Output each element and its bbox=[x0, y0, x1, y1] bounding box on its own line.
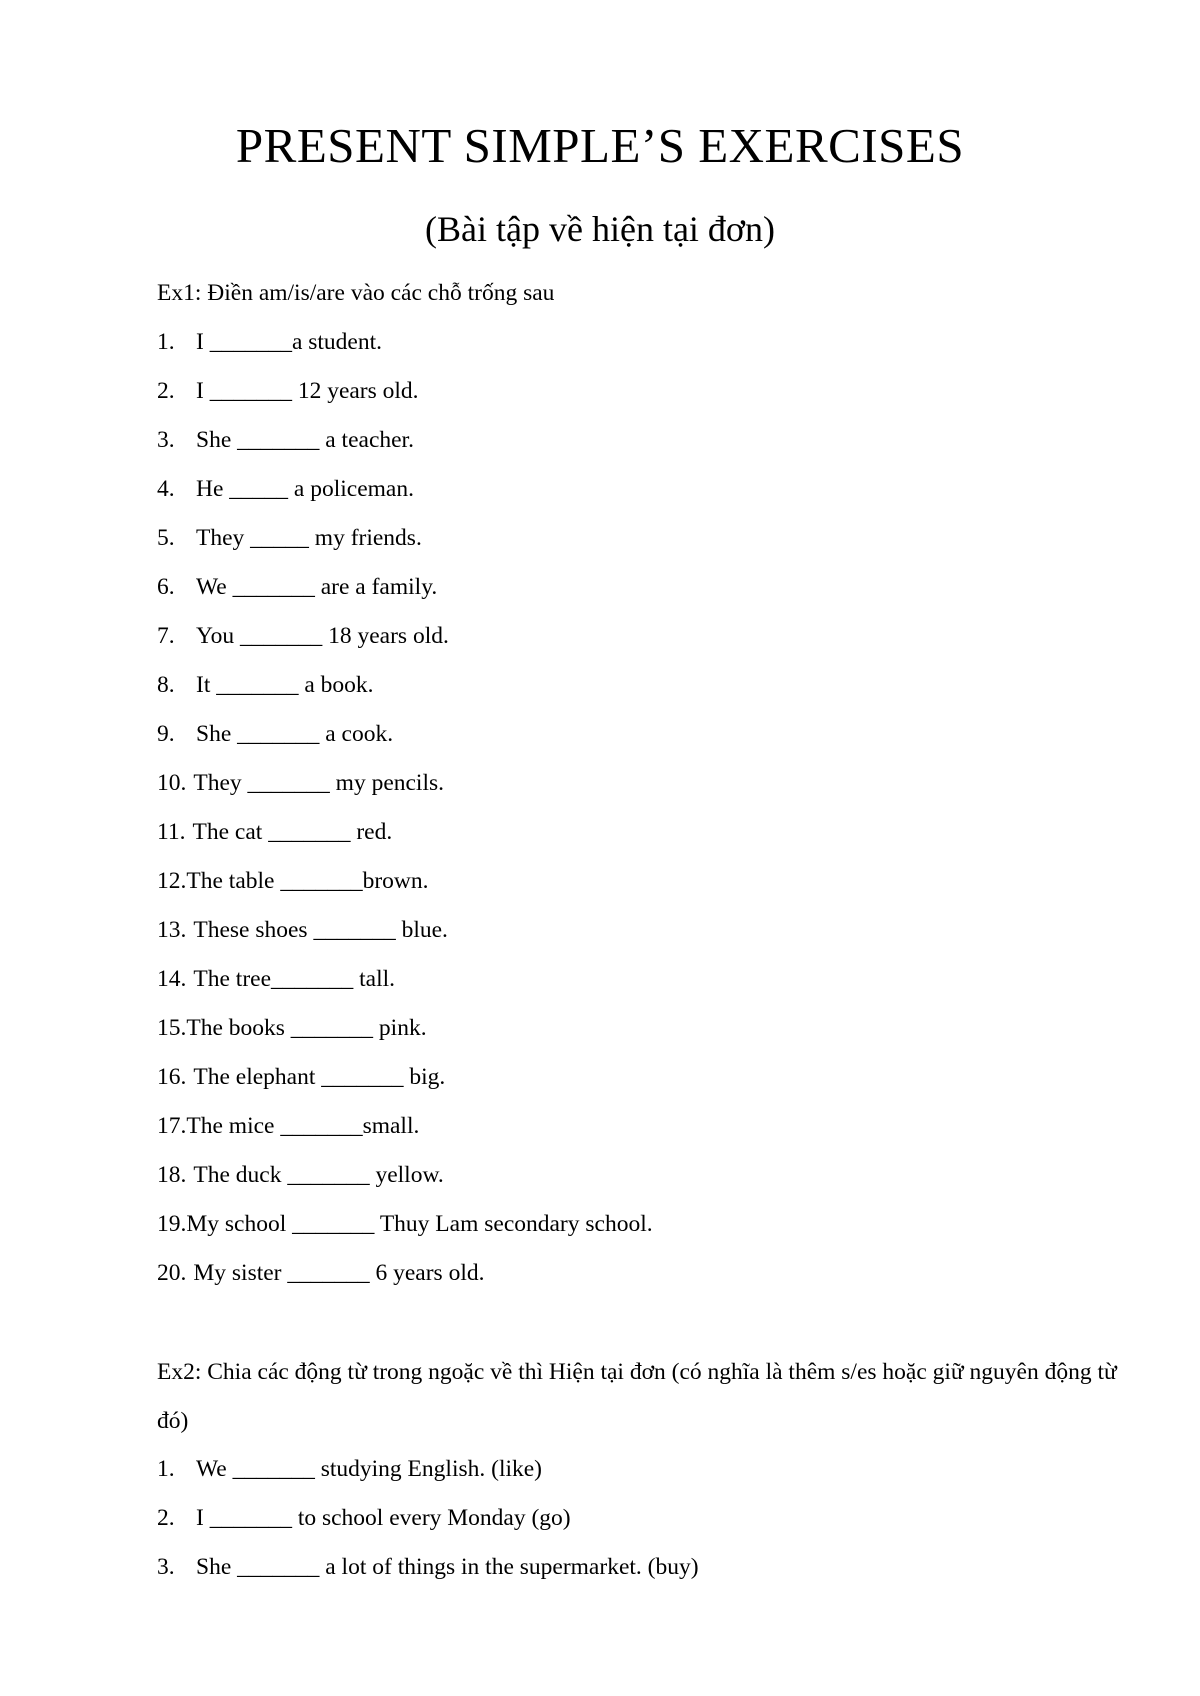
ex1-item bbox=[157, 1258, 485, 1288]
item-number: 20. bbox=[157, 1260, 187, 1286]
ex1-item bbox=[157, 915, 448, 945]
item-text: I _______a student. bbox=[196, 329, 383, 355]
item-number: 2. bbox=[157, 1505, 175, 1531]
item-number: 7. bbox=[157, 623, 175, 649]
item-number: 12. bbox=[157, 868, 187, 894]
item-text: The elephant _______ big. bbox=[193, 1064, 446, 1090]
ex1-item bbox=[157, 327, 382, 357]
item-text: They _____ my friends. bbox=[196, 525, 422, 551]
item-number: 4. bbox=[157, 476, 175, 502]
item-number: 14. bbox=[157, 966, 187, 992]
ex1-item bbox=[157, 376, 419, 406]
item-text: You _______ 18 years old. bbox=[196, 623, 449, 649]
item-number: 9. bbox=[157, 721, 175, 747]
item-text: He _____ a policeman. bbox=[196, 476, 414, 502]
item-number: 16. bbox=[157, 1064, 187, 1090]
item-number: 5. bbox=[157, 525, 175, 551]
item-text: It _______ a book. bbox=[196, 672, 374, 698]
item-number: 11. bbox=[157, 819, 186, 845]
item-number: 2. bbox=[157, 378, 175, 404]
item-text: I _______ to school every Monday (go) bbox=[196, 1505, 571, 1531]
ex1-item bbox=[157, 719, 393, 749]
item-number: 3. bbox=[157, 1554, 175, 1580]
ex1-item bbox=[157, 1209, 653, 1239]
item-text: My sister _______ 6 years old. bbox=[193, 1260, 485, 1286]
ex2-item bbox=[157, 1454, 542, 1484]
ex1-item bbox=[157, 1111, 419, 1141]
item-text: These shoes _______ blue. bbox=[193, 917, 448, 943]
item-text: I _______ 12 years old. bbox=[196, 378, 419, 404]
item-number: 8. bbox=[157, 672, 175, 698]
ex1-item bbox=[157, 1062, 445, 1092]
ex1-item bbox=[157, 425, 414, 455]
ex1-heading: Ex1: Điền am/is/are vào các chỗ trống sau bbox=[157, 280, 555, 306]
ex1-item bbox=[157, 866, 429, 896]
item-number: 15. bbox=[157, 1015, 187, 1041]
ex1-item bbox=[157, 474, 414, 504]
item-text: The books _______ pink. bbox=[186, 1015, 427, 1041]
item-number: 1. bbox=[157, 329, 175, 355]
item-number: 1. bbox=[157, 1456, 175, 1482]
ex1-item bbox=[157, 621, 449, 651]
item-number: 6. bbox=[157, 574, 175, 600]
ex1-item bbox=[157, 964, 395, 994]
ex1-item bbox=[157, 670, 374, 700]
ex1-item bbox=[157, 572, 437, 602]
item-text: She _______ a cook. bbox=[196, 721, 394, 747]
item-number: 10. bbox=[157, 770, 187, 796]
page-subtitle: (Bài tập về hiện tại đơn) bbox=[425, 209, 775, 249]
item-text: The tree_______ tall. bbox=[193, 966, 396, 992]
item-number: 13. bbox=[157, 917, 187, 943]
item-text: My school _______ Thuy Lam secondary school. bbox=[186, 1211, 653, 1237]
item-text: The mice _______small. bbox=[186, 1113, 420, 1139]
page-title: PRESENT SIMPLE’S EXERCISES bbox=[235, 118, 965, 173]
item-text: She _______ a teacher. bbox=[196, 427, 414, 453]
ex1-item bbox=[157, 768, 444, 798]
ex2-item bbox=[157, 1552, 699, 1582]
item-number: 17. bbox=[157, 1113, 187, 1139]
item-text: She _______ a lot of things in the supermarket. (buy) bbox=[196, 1554, 699, 1580]
item-text: The duck _______ yellow. bbox=[193, 1162, 444, 1188]
item-number: 19. bbox=[157, 1211, 187, 1237]
ex1-item bbox=[157, 1160, 444, 1190]
item-text: We _______ are a family. bbox=[196, 574, 438, 600]
ex1-item bbox=[157, 523, 422, 553]
item-number: 3. bbox=[157, 427, 175, 453]
ex1-item bbox=[157, 1013, 427, 1043]
item-text: They _______ my pencils. bbox=[193, 770, 445, 796]
item-number: 18. bbox=[157, 1162, 187, 1188]
ex2-item bbox=[157, 1503, 571, 1533]
ex1-item bbox=[157, 817, 392, 847]
item-text: We _______ studying English. (like) bbox=[196, 1456, 543, 1482]
item-text: The cat _______ red. bbox=[192, 819, 393, 845]
ex2-heading: Ex2: Chia các động từ trong ngoặc về thì Hiện tại đơn (có nghĩa là thêm s/es hoặc giữ nguyên động từ đó) bbox=[157, 1359, 1117, 1434]
item-text: The table _______brown. bbox=[186, 868, 429, 894]
